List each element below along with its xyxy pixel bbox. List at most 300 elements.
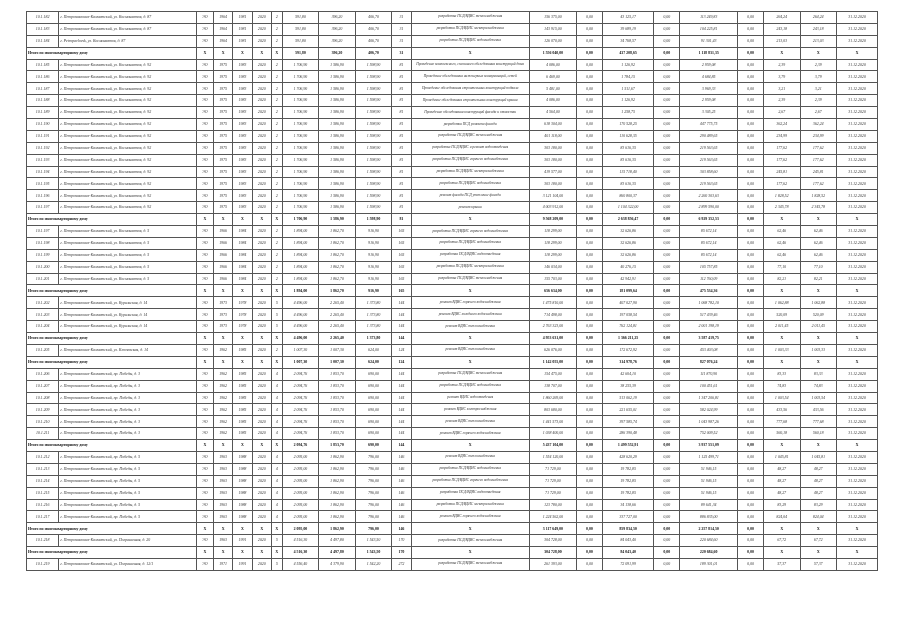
table-row [27,475,878,487]
table-cell: 42 604,10 [602,368,654,380]
table-cell: 2020 [252,392,271,404]
table-cell: 1 586,90 [319,95,356,107]
table-cell: 290 489,65 [680,130,738,142]
table-cell: 690,00 [355,380,392,392]
table-cell: 4 086,00 [529,59,576,71]
table-cell: г. Петропавловск-Камчатский, ул. Космонавтов, д. 5 [59,237,197,249]
table-cell: 1 586,90 [319,59,356,71]
table-cell: X [196,356,213,368]
table-cell: 31.12.2020 [837,487,878,499]
table-cell: 31.12.2020 [837,558,878,570]
table-cell: 104 225,81 [680,23,738,35]
table-cell: 144 [392,416,411,428]
table-cell: X [763,356,800,368]
table-cell: 0,00 [738,404,764,416]
table-cell: 38 255,39 [602,380,654,392]
table-cell: 34 138,66 [602,499,654,511]
table-cell: 62,46 [763,249,800,261]
table-cell: 32 626,86 [602,226,654,238]
table-cell: 0,00 [654,404,680,416]
table-cell: X [252,47,271,59]
table-cell: 146 [392,523,411,535]
table-cell: 1 586,90 [319,130,356,142]
table-cell: 0,00 [577,154,603,166]
table-cell: 0,00 [738,344,764,356]
table-cell: 165 [392,285,411,297]
table-cell: 83,29 [763,499,800,511]
table-cell: 0,00 [654,214,680,226]
table-cell: разработка ПСД/ВДИС электроснабжения [411,499,529,511]
table-cell: 0,00 [738,309,764,321]
table-cell: 243,18 [763,23,800,35]
table-cell: 2020 [252,12,271,24]
subtotal-label: Итого по многоквартирному дому [27,356,197,368]
table-cell: 62,46 [763,226,800,238]
table-cell: 0,00 [577,487,603,499]
table-cell: 4 [271,451,282,463]
table-cell: 0,00 [738,190,764,202]
table-cell: 2 [271,166,282,178]
table-cell: 1 862,90 [319,499,356,511]
table-cell: 143 915,00 [529,23,576,35]
table-cell: 1988 [233,511,252,523]
table-cell: 1981 [233,23,252,35]
table-cell: 1 586,90 [319,154,356,166]
table-cell: X [411,333,529,345]
table-cell: ЭО [196,321,213,333]
table-cell: 83,29 [800,499,837,511]
table-cell: 10.1.197 [27,202,59,214]
table-cell: 51 946,15 [680,487,738,499]
table-cell: 690,00 [355,368,392,380]
table-cell: 165 [392,226,411,238]
table-cell: 2020 [252,535,271,547]
table-cell: 10.1.203 [27,309,59,321]
table-row [27,130,878,142]
table-cell: 31.12.2020 [837,12,878,24]
table-cell: 362,24 [800,119,837,131]
table-cell: 2 959,08 [680,95,738,107]
table-cell: 1 045,81 [800,451,837,463]
table-cell: 2020 [252,309,271,321]
table-cell: 0,00 [577,83,603,95]
table-cell: X [800,356,837,368]
table-cell: 31.12.2020 [837,404,878,416]
table-cell: 144 [392,428,411,440]
table-cell: 77,10 [763,261,800,273]
table-cell: 31.12.2020 [837,202,878,214]
table-cell: 10.1.188 [27,95,59,107]
table-cell: 2 265,40 [319,333,356,345]
table-cell: 0,00 [738,428,764,440]
table-cell: 2 [271,23,282,35]
table-cell: 81 [392,59,411,71]
table-cell: 5 [271,297,282,309]
table-cell: 1 853,70 [319,416,356,428]
table-cell: 2020 [252,463,271,475]
table-cell: 1973 [213,321,232,333]
table-cell: 2020 [252,368,271,380]
table-cell: 40 276,15 [602,261,654,273]
table-cell: ЭО [196,130,213,142]
table-cell: 2 094,76 [282,428,319,440]
table-cell: 2020 [252,321,271,333]
table-cell: 0,00 [577,297,603,309]
table-cell: 10.1.194 [27,166,59,178]
table-cell: 1 706,90 [282,142,319,154]
table-cell: X [411,440,529,452]
table-cell: 4 [271,499,282,511]
table-cell: X [233,356,252,368]
table-cell: 2 [271,59,282,71]
table-cell: 859 834,50 [602,523,654,535]
table-cell: 0,00 [738,261,764,273]
table-cell: 1 475 810,00 [529,297,576,309]
table-cell: 303 180,00 [529,154,576,166]
subtotal-label: Итого по многоквартирному дому [27,547,197,559]
table-cell: 4 496,00 [282,321,319,333]
table-cell: 126 070,00 [529,35,576,47]
table-cell: 0,00 [654,226,680,238]
table-cell: 4 086,00 [529,95,576,107]
table-cell: 1991 [233,535,252,547]
table-cell: 1 142 055,00 [529,356,576,368]
table-cell: 1975 [213,154,232,166]
table-cell: 124 [392,344,411,356]
table-cell: ремонт ВДИС теплоснабжения [411,451,529,463]
table-cell: 2 094,76 [282,392,319,404]
table-body [27,12,878,571]
table-cell: X [763,47,800,59]
table-cell: 2020 [252,428,271,440]
table-cell: разработка ПСД/ВДИС водоснабжения [411,463,529,475]
table-cell: 1 894,00 [282,261,319,273]
table-cell: 0,00 [654,547,680,559]
table-row [27,95,878,107]
table-cell: 0,00 [577,23,603,35]
table-cell: ремонт ВДИС теплоснабжения [411,416,529,428]
table-cell: 1 706,90 [282,83,319,95]
table-cell: 4 [271,511,282,523]
table-cell: 177,62 [763,154,800,166]
table-row [27,273,878,285]
table-cell: 10.1.197 [27,226,59,238]
table-cell: 31 [392,12,411,24]
table-cell: 2 011,45 [800,321,837,333]
table-cell: 752 009,52 [680,428,738,440]
table-cell: 1 586,90 [319,214,356,226]
table-cell: 1983 [233,142,252,154]
table-cell: 337 727,00 [602,511,654,523]
table-cell: 111 870,90 [680,368,738,380]
table-cell: 48,27 [763,463,800,475]
table-cell: X [213,356,232,368]
table-cell: ЭО [196,95,213,107]
table-cell: 4 [271,404,282,416]
table-cell: 144 [392,321,411,333]
table-cell: 1 598,90 [355,130,392,142]
table-cell: 0,00 [654,273,680,285]
table-cell: 2020 [252,35,271,47]
table-cell: 1 258,75 [602,107,654,119]
table-cell: 10.1.205 [27,344,59,356]
table-cell: 0,00 [654,297,680,309]
table-cell: 0,00 [577,333,603,345]
table-cell: 0,00 [654,487,680,499]
table-cell: ЭО [196,107,213,119]
table-cell: 2 [271,202,282,214]
table-cell: 0,00 [738,523,764,535]
table-cell: г. Петропавловск-Камчатский, ул. Космонавтов, д. 5 [59,249,197,261]
table-cell: 10.1.183 [27,23,59,35]
table-cell: 0,00 [738,392,764,404]
table-cell: 1 706,90 [282,107,319,119]
table-cell: 624,00 [355,344,392,356]
table-cell: 0,00 [738,321,764,333]
table-cell: 1 003,54 [800,392,837,404]
table-cell: X [196,547,213,559]
table-cell: разработка ПСД/ВДИС горячего водоснабжения [411,226,529,238]
table-cell: 31.12.2020 [837,475,878,487]
table-row [27,297,878,309]
table-cell: 2 095,00 [282,499,319,511]
table-cell: 513 062,19 [602,392,654,404]
table-cell: г. Петропавловск-Камчатский, ул. Ключевская, д. 14 [59,344,197,356]
table-cell: 1 586,90 [319,119,356,131]
table-cell: 0,00 [654,249,680,261]
table-cell: 618 304,00 [529,119,576,131]
table-cell: X [800,440,837,452]
table-cell: 714 498,00 [529,309,576,321]
table-cell: 0,00 [654,535,680,547]
table-cell: X [233,214,252,226]
table-cell: X [196,285,213,297]
table-cell: 84 043,40 [602,547,654,559]
table-cell: 1 598,90 [355,214,392,226]
table-cell: 0,00 [577,380,603,392]
table-cell: 220 684,60 [680,547,738,559]
table-cell: 84 043,40 [602,535,654,547]
table-cell: 1983 [233,178,252,190]
table-cell: 261 393,00 [529,558,576,570]
table-cell: 31.12.2020 [837,226,878,238]
table-cell: разработка ПСД/ВДИС водоснабжения [411,35,529,47]
table-cell: 690,00 [355,392,392,404]
table-cell: 1985 [233,380,252,392]
table-cell: 2 [271,71,282,83]
table-cell: 144 [392,392,411,404]
subtotal-row [27,47,878,59]
table-cell: 0,00 [738,487,764,499]
table-cell: 1984 [233,273,252,285]
table-cell: 0,00 [577,404,603,416]
table-cell: 31.12.2020 [837,249,878,261]
table-cell: 0,00 [577,511,603,523]
table-cell: 67,72 [800,535,837,547]
table-cell: 1983 [233,166,252,178]
table-cell: 19 782,85 [602,475,654,487]
table-cell: 3,21 [763,83,800,95]
table-cell: 0,00 [577,440,603,452]
table-cell: 1973 [213,297,232,309]
table-row [27,226,878,238]
table-cell: 81 [392,154,411,166]
table-cell: 362,24 [763,119,800,131]
table-cell: 0,00 [654,558,680,570]
table-cell: 0,00 [654,83,680,95]
table-cell: 0,00 [654,71,680,83]
table-cell: 0,00 [577,178,603,190]
table-cell: 1984 [233,237,252,249]
table-cell: 57,37 [763,558,800,570]
subtotal-row [27,214,878,226]
table-cell: 1975 [213,166,232,178]
table-cell: 221 655,01 [602,404,654,416]
table-cell: 10.1.190 [27,119,59,131]
table-cell: 245,81 [800,166,837,178]
table-cell: разработка ПСД/ВДИС теплоснабжения [411,12,529,24]
table-cell: 0,00 [738,35,764,47]
table-cell: 886 835,00 [680,511,738,523]
table-cell: 1 706,90 [282,95,319,107]
table-cell: ЭО [196,119,213,131]
table-cell: 1 598,90 [355,202,392,214]
table-row [27,107,878,119]
table-cell: 2020 [252,261,271,273]
table-cell: X [271,356,282,368]
table-cell: 91 301,43 [680,35,738,47]
table-cell: 1 068 782,10 [680,297,738,309]
table-cell: 4 379,90 [319,558,356,570]
table-cell: 264,24 [763,12,800,24]
table-cell: 1983 [233,119,252,131]
table-cell: 796,00 [355,487,392,499]
table-cell: 1983 [233,154,252,166]
table-cell: 1 511,67 [602,83,654,95]
table-cell: 1 125 499,71 [680,451,738,463]
table-cell: 624,00 [355,356,392,368]
table-cell: X [411,523,529,535]
table-cell: 517 439,46 [680,309,738,321]
table-cell: 0,00 [654,237,680,249]
table-cell: 1975 [213,83,232,95]
table-cell: 89 641,34 [680,499,738,511]
table-cell: 2020 [252,475,271,487]
table-cell: 31.12.2020 [837,297,878,309]
table-cell: 0,00 [577,166,603,178]
table-cell: 0,00 [738,59,764,71]
table-cell: 4 [271,475,282,487]
table-cell: 2020 [252,558,271,570]
table-cell: 0,00 [738,558,764,570]
table-cell: Проведение обследования конструкций фасада и отмостки [411,107,529,119]
table-cell: 10.1.195 [27,178,59,190]
table-cell: 9 568 209,00 [529,214,576,226]
table-cell: г. Петропавловск-Камчатский, пр. Победы, д. 3 [59,428,197,440]
table-cell: 1 586,90 [319,178,356,190]
table-cell: 177,62 [800,142,837,154]
table-cell: 105 757,85 [680,261,738,273]
table-cell: 154 475,00 [529,368,576,380]
table-cell: 144 [392,380,411,392]
table-cell: 42 942,91 [602,273,654,285]
table-cell: 2 095,00 [282,523,319,535]
table-cell: 0,00 [738,119,764,131]
table-cell: г. Петропавловск-Камчатский, ул. Космонавтов, д. 92 [59,59,197,71]
table-cell: 447 775,75 [680,119,738,131]
table-cell: 406,70 [355,23,392,35]
table-cell: г. Петропавловск-Камчатский, ул. Курильская, д. 14 [59,309,197,321]
table-cell: 1 862,90 [319,451,356,463]
table-cell: X [411,47,529,59]
table-cell: 0,00 [738,202,764,214]
table-cell: ЭО [196,380,213,392]
table-cell: 4 497,80 [319,535,356,547]
table-cell: ЭО [196,535,213,547]
subtotal-row [27,356,878,368]
table-cell: 916,90 [355,249,392,261]
table-cell: 31.12.2020 [837,380,878,392]
table-cell: 74,83 [763,380,800,392]
subtotal-row [27,285,878,297]
table-cell: 1963 [213,499,232,511]
table-cell: X [837,356,878,368]
table-cell: 3 305,25 [680,107,738,119]
table-cell: 165 [392,261,411,273]
table-cell: разработка ПСД ремонта фасада [411,119,529,131]
table-cell: 1 373,80 [355,297,392,309]
table-cell: 1983 [233,107,252,119]
table-cell: г. Петропавловск-Камчатский, ул. Космонавтов, д. 87 [59,12,197,24]
table-cell: 82,21 [763,273,800,285]
table-cell: 31.12.2020 [837,154,878,166]
table-cell: 48,27 [763,487,800,499]
table-cell: 0,00 [577,392,603,404]
table-cell: 234,99 [763,130,800,142]
table-cell: X [763,214,800,226]
table-cell: 0,00 [738,226,764,238]
table-cell: 181 099,64 [602,285,654,297]
table-cell: ЭО [196,154,213,166]
table-cell: 19 782,85 [602,463,654,475]
table-cell: 2 094,76 [282,404,319,416]
table-cell: 189 301,01 [680,558,738,570]
table-cell: 1 373,80 [355,333,392,345]
table-row [27,392,878,404]
table-cell: 213,03 [763,35,800,47]
table-cell: 0,00 [738,511,764,523]
table-cell: 1 007,30 [282,344,319,356]
table-cell: 1 894,00 [282,285,319,297]
table-cell: ЭО [196,309,213,321]
table-cell: г. Петропавловск-Камчатский, ул. Курильская, д. 14 [59,297,197,309]
table-cell: 0,00 [654,416,680,428]
table-cell: 777,68 [800,416,837,428]
table-cell: 1975 [213,178,232,190]
table-cell: 31.12.2020 [837,23,878,35]
table-cell: 0,00 [738,166,764,178]
table-cell: X [252,285,271,297]
table-cell: 0,00 [654,392,680,404]
table-cell: 0,00 [654,119,680,131]
table-cell: 10.1.192 [27,142,59,154]
table-cell: 155 703,00 [529,273,576,285]
table-cell: 4 [271,416,282,428]
table-cell: 0,00 [654,12,680,24]
table-cell: 1985 [233,392,252,404]
table-cell: 10.1.187 [27,83,59,95]
table-cell: 177,62 [800,154,837,166]
